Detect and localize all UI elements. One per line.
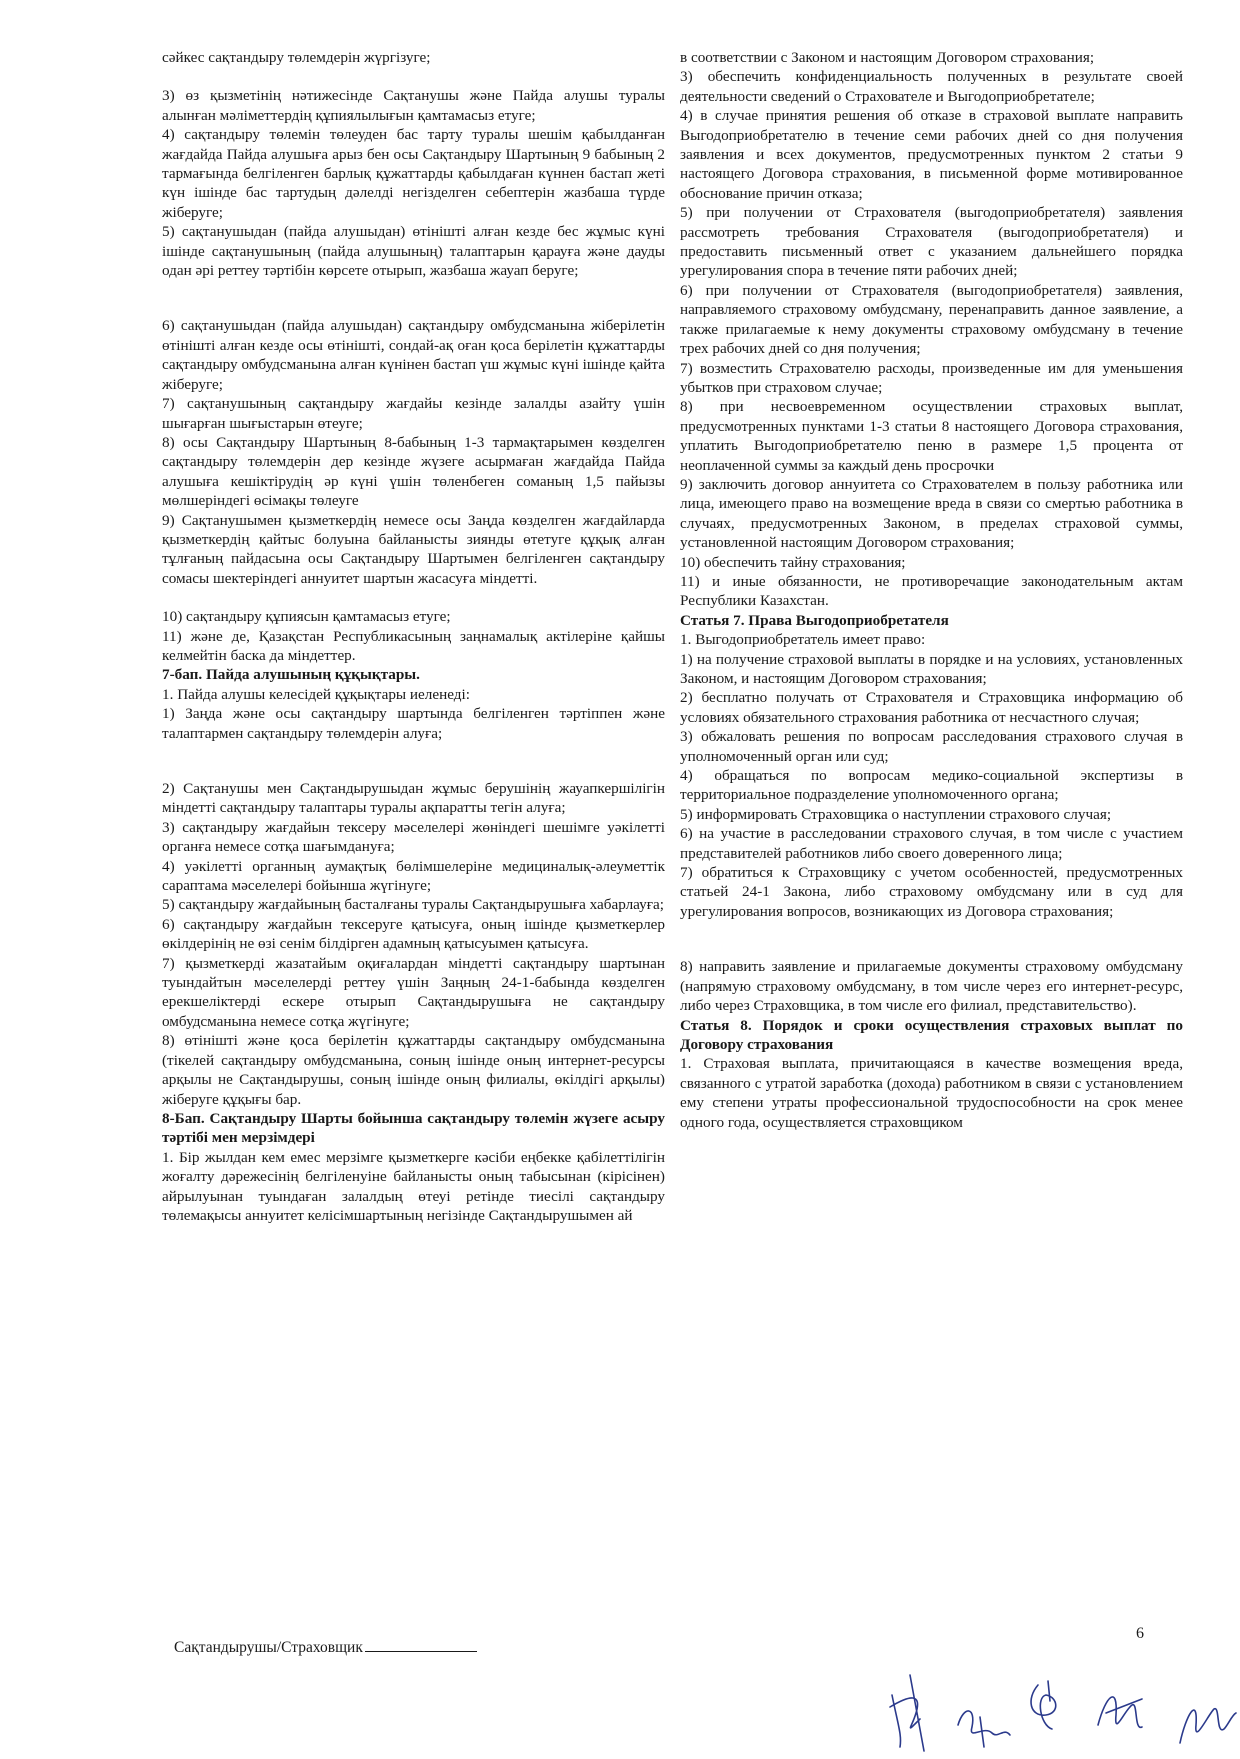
paragraph: 9) Сақтанушымен қызметкердің немесе осы Заңда көзделген жағдайларда қызметкердің қайтыс болуына байланысты зиянды өтетуге құқық алған тұлғаның пайдасына осы Сақтандыру Шартымен белгіленген сақтандыру сомасы шектеріндегі аннуитет шартын жасасуға міндетті. <box>162 511 665 587</box>
signature-mark <box>958 1711 1010 1747</box>
paragraph: 5) при получении от Страхователя (выгодоприобретателя) заявления рассмотреть требования Страхователя (выгодоприобретателя) и предоставить письменный ответ с указанием дальнейшего порядка урегулирования спора в течение пяти рабочих дней; <box>680 204 1183 280</box>
signature-footer <box>174 1638 477 1658</box>
signature-line <box>365 1651 477 1652</box>
article-heading: Статья 8. Порядок и сроки осуществления страховых выплат по Договору страхования <box>680 1016 1183 1053</box>
paragraph: 8) направить заявление и прилагаемые документы страховому омбудсману (напрямую страховому омбудсману, в том числе через его интернет-ресурс, либо через Страховщика, в том числе его филиал, представительство). <box>680 958 1183 1015</box>
left-column-kazakh <box>162 48 665 1225</box>
paragraph: 6) при получении от Страхователя (выгодоприобретателя) заявления, направляемого страховому омбудсману, перенаправить данное заявление, а также прилагаемые к нему документы страховому омбудсману в течение трех рабочих дней со дня получения; <box>680 281 1183 358</box>
paragraph: 8) өтінішті және қоса берілетін құжаттарды сақтандыру омбудсманына (тікелей сақтандыру омбудсманына, соның ішінде оның интернет-ресурсы арқылы не Сақтандырушы, соның ішінде оның филиалы, өкілдігі арқылы) жіберуге құқығы бар. <box>162 1032 665 1108</box>
paragraph: 11) и иные обязанности, не противоречащие законодательным актам Республики Казахстан. <box>680 572 1183 610</box>
paragraph: 7) қызметкерді жазатайым оқиғалардан міндетті сақтандыру шартынан туындайтын мәселелерді реттеу үшін Заңның 24-1-бабында көзделген ерекшеліктерді ескере отырып Сақтандырушыға не сақтандыру омбудсманына немесе сотқа жүгінуге; <box>162 954 665 1030</box>
paragraph: сәйкес сақтандыру төлемдерін жүргізуге; <box>162 49 431 66</box>
paragraph: 5) сақтандыру жағдайының басталғаны туралы Сақтандырушыға хабарлауға; <box>162 896 664 914</box>
paragraph: 6) сақтандыру жағдайын тексеруге қатысуға, оның ішінде қызметкерлер өкілдерінің не өзі сенім білдірген адамның қатысуымен қатысуға. <box>162 915 665 953</box>
article-heading: Статья 7. Права Выгодоприобретателя <box>680 611 949 629</box>
paragraph: 6) сақтанушыдан (пайда алушыдан) сақтандыру омбудсманына жіберілетін өтінішті алған кезде осы өтінішті, сондай-ақ оған қоса берілетін құжаттарды сақтандыру омбудсманына алған күнінен бастап үш жұмыс күні ішінде қайта жіберуге; <box>162 317 665 393</box>
paragraph: 9) заключить договор аннуитета со Страхователем в пользу работника или лица, имеющего право на возмещение вреда в связи со смертью работника в случаях, предусмотренных Законом, в пределах страховой суммы, установленной настоящим Договором страхования; <box>680 475 1183 552</box>
paragraph: 1. Бір жылдан кем емес мерзімге қызметкерге кәсіби еңбекке қабілеттілігін жоғалту дәрежесінің белгіленуіне байланысты оның табысынан (кірісінен) айрылуынан туындаған залалдың өтеуі ретінде тиесілі сақтандыру төлемақысы аннуитет келісімшартының негізінде Сақтандырушымен ай <box>162 1148 665 1224</box>
page-number: 6 <box>1136 1625 1144 1642</box>
paragraph: 1. Пайда алушы келесідей құқықтары иеленеді: <box>162 685 470 703</box>
paragraph: 5) сақтанушыдан (пайда алушыдан) өтінішті алған кезде бес жұмыс күні ішінде сақтанушының (пайда алушының) талаптарын қарауға және дауды одан әрі реттеу тәртібін көрсете отырып, жазбаша жауап беруге; <box>162 223 665 280</box>
paragraph: 5) информировать Страховщика о наступлении страхового случая; <box>680 805 1112 823</box>
paragraph: 8) при несвоевременном осуществлении страховых выплат, предусмотренных пунктами 1-3 статьи 8 настоящего Договора страхования, уплатить Выгодоприобретателю пеню в размере 1,5 процента от неоплаченной суммы за каждый день просрочки <box>680 398 1183 474</box>
paragraph: 1. Выгодоприобретатель имеет право: <box>680 631 926 649</box>
paragraph: 7) обратиться к Страховщику с учетом особенностей, предусмотренных статьей 24-1 Закона, либо страховому омбудсману или в суд для урегулирования вопросов, возникающих из Договора страхования; <box>680 864 1183 920</box>
paragraph: 4) уәкілетті органның аумақтық бөлімшелеріне медициналық-әлеуметтік сараптама мәселелері бойынша жүгінуге; <box>162 857 665 895</box>
paragraph: 3) сақтандыру жағдайын тексеру мәселелері жөніндегі шешімге уәкілетті органға немесе сотқа шағымдануға; <box>162 818 665 856</box>
signature-mark <box>1031 1681 1056 1729</box>
paragraph: 10) сақтандыру құпиясын қамтамасыз етуге; <box>162 608 451 626</box>
signature-mark <box>890 1675 924 1751</box>
paragraph: 11) және де, Қазақстан Республикасының заңнамалық актілеріне қайшы келмейтін баска да міндеттер. <box>162 627 665 664</box>
paragraph: 2) бесплатно получать от Страхователя и Страховщика информацию об условиях обязательного страхования работника от несчастного случая; <box>680 689 1183 726</box>
paragraph: 3) обеспечить конфиденциальность полученных в результате своей деятельности сведений о Страхователе и Выгодоприобретателе; <box>680 68 1183 105</box>
handwritten-signatures <box>880 1655 1240 1754</box>
paragraph: 4) в случае принятия решения об отказе в страховой выплате направить Выгодоприобретателю в течение семи рабочих дней со дня получения заявления и всех документов, предусмотренных пунктом 2 статьи 9 настоящего Договора страхования, в письменной форме мотивированное обоснование причин отказа; <box>680 107 1183 202</box>
paragraph: 3) өз қызметінің нәтижесінде Сақтанушы және Пайда алушы туралы алынған мәліметтердің құпиялылығын қамтамасыз етуге; <box>162 87 665 124</box>
paragraph: 10) обеспечить тайну страхования; <box>680 553 906 571</box>
paragraph: 4) обращаться по вопросам медико-социальной экспертизы в территориальное подразделение уполномоченного органа; <box>680 767 1183 804</box>
article-heading: 8-Бап. Сақтандыру Шарты бойынша сақтандыру төлемін жүзеге асыру тәртібі мен мерзімдері <box>162 1109 665 1147</box>
signature-mark <box>1098 1697 1142 1727</box>
paragraph: 1. Страховая выплата, причитающаяся в качестве возмещения вреда, связанного с утратой заработка (дохода) работником в связи с установлением ему степени утраты профессиональной трудоспособности на срок менее одного года, осуществляется страховщиком <box>680 1055 1183 1131</box>
paragraph: 7) сақтанушының сақтандыру жағдайы кезінде залалды азайту үшін шығарған шығыстарын өтеуге; <box>162 395 665 432</box>
paragraph: 4) сақтандыру төлемін төлеуден бас тарту туралы шешім қабылданған жағдайда Пайда алушыға арыз бен осы Сақтандыру Шартының 9 бабының 2 тармағында белгіленген барлық құжаттарды қабылдаған күннен бастап жеті күн ішінде бас тартудың дәлелді негізделген себептерін жазбаша түрде жіберуге; <box>162 126 665 221</box>
paragraph: 2) Сақтанушы мен Сақтандырушыдан жұмыс берушінің жауапкершілігін міндетті сақтандыру талаптары туралы ақпаратты тегін алуға; <box>162 780 665 817</box>
signature-mark <box>1180 1709 1236 1743</box>
paragraph: 1) Заңда және осы сақтандыру шартында белгіленген тәртіппен және талаптармен сақтандыру төлемдерін алуға; <box>162 705 665 742</box>
article-heading: 7-бап. Пайда алушының құқықтары. <box>162 666 420 684</box>
paragraph: 3) обжаловать решения по вопросам расследования страхового случая в уполномоченный орган или суд; <box>680 728 1183 765</box>
paragraph: 6) на участие в расследовании страхового случая, в том числе с участием представителей работников либо своего доверенного лица; <box>680 825 1183 862</box>
paragraph: 1) на получение страховой выплаты в порядке и на условиях, установленных Законом, и настоящим Договором страхования; <box>680 650 1183 687</box>
paragraph: 8) осы Сақтандыру Шартының 8-бабының 1-3 тармақтарымен көзделген сақтандыру төлемдерін дер кезінде жүзеге асырмаған жағдайда Пайда алушыға кешіктірудің әр күні үшін төленбеген соманың 1,5 пайызы мөлшеріндегі өсімақы төлеуге <box>162 433 665 510</box>
paragraph: в соответствии с Законом и настоящим Договором страхования; <box>680 49 1095 66</box>
paragraph: 7) возместить Страхователю расходы, произведенные им для уменьшения убытков при страховом случае; <box>680 359 1183 396</box>
right-column-russian <box>680 48 1183 1132</box>
signer-label: Сақтандырушы/Страховщик <box>174 1639 363 1656</box>
